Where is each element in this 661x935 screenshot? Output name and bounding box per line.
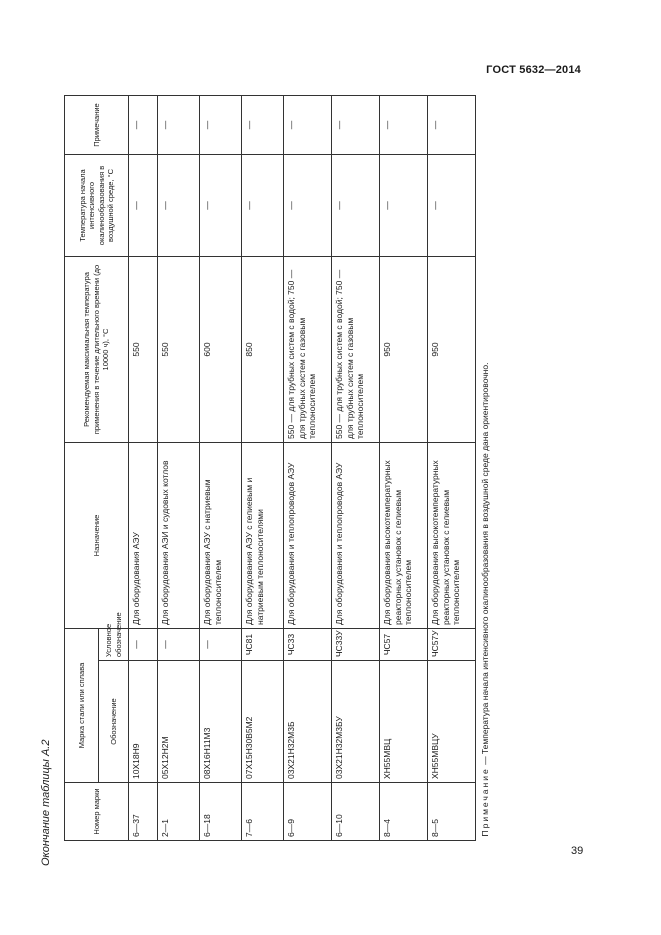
- cell-temperature: 550 — для трубных систем с водой; 750 — для трубных систем с газовым теплоносителем: [284, 256, 332, 442]
- cell-purpose: Для оборудования и теплопроводов АЭУ: [332, 442, 380, 628]
- cell-number: 6—18: [200, 783, 242, 841]
- table-row: [380, 95, 428, 840]
- cell-note: —: [158, 95, 200, 154]
- table-footnote-row: [476, 95, 496, 840]
- cell-conditional: ЧС33У: [332, 628, 380, 660]
- cell-number: 2—1: [158, 783, 200, 841]
- cell-note: —: [242, 95, 284, 154]
- cell-note: —: [332, 95, 380, 154]
- cell-note: —: [129, 95, 158, 154]
- table-row: [332, 95, 380, 840]
- cell-temperature: 600: [200, 256, 242, 442]
- cell-purpose: Для оборудования и теплопроводов АЭУ: [284, 442, 332, 628]
- header-grade: Марка стали или сплава: [65, 628, 99, 782]
- cell-designation: ХН55МВЦ: [380, 661, 428, 783]
- cell-oxidation: —: [332, 154, 380, 256]
- cell-number: 6—37: [129, 783, 158, 841]
- cell-note: —: [200, 95, 242, 154]
- header-purpose: Назначение: [65, 442, 129, 628]
- cell-oxidation: —: [428, 154, 476, 256]
- cell-conditional: —: [200, 628, 242, 660]
- table-row: [284, 95, 332, 840]
- cell-designation: 08Х16Н11М3: [200, 661, 242, 783]
- cell-purpose: Для оборудования высокотемпературных реакторных установок с гелиевым теплоносителем: [380, 442, 428, 628]
- cell-conditional: ЧС81: [242, 628, 284, 660]
- cell-designation: 07Х15Н30В5М2: [242, 661, 284, 783]
- cell-oxidation: —: [200, 154, 242, 256]
- cell-purpose: Для оборудования АЭУ: [129, 442, 158, 628]
- header-number: Номер марки: [65, 783, 129, 841]
- table-row: [129, 95, 158, 840]
- cell-temperature: 950: [380, 256, 428, 442]
- cell-conditional: —: [129, 628, 158, 660]
- cell-purpose: Для оборудования АЭИ и судовых котлов: [158, 442, 200, 628]
- cell-number: 8—5: [428, 783, 476, 841]
- cell-designation: 03Х21Н32М3БУ: [332, 661, 380, 783]
- cell-temperature: 950: [428, 256, 476, 442]
- cell-oxidation: —: [129, 154, 158, 256]
- cell-oxidation: —: [242, 154, 284, 256]
- cell-note: —: [428, 95, 476, 154]
- header-temperature: Рекомендуемая максимальная температура применения в течение длительного времени (до 10000 ч), °С: [65, 256, 129, 442]
- cell-oxidation: —: [380, 154, 428, 256]
- cell-designation: 10Х18Н9: [129, 661, 158, 783]
- steel-grades-table: [64, 95, 496, 841]
- cell-designation: ХН55МВЦУ: [428, 661, 476, 783]
- cell-purpose: Для оборудования АЭУ с гелиевым и натриевым теплоносителями: [242, 442, 284, 628]
- table-row: [158, 95, 200, 840]
- cell-temperature: 550: [158, 256, 200, 442]
- header-conditional: Условное обозначение: [99, 628, 129, 660]
- footnote-label: Примечание: [480, 767, 491, 837]
- cell-conditional: —: [158, 628, 200, 660]
- cell-oxidation: —: [158, 154, 200, 256]
- cell-temperature: 550: [129, 256, 158, 442]
- cell-conditional: ЧС33: [284, 628, 332, 660]
- table-row: [428, 95, 476, 840]
- cell-temperature: 850: [242, 256, 284, 442]
- cell-purpose: Для оборудования высокотемпературных реакторных установок с гелиевым теплоносителем: [428, 442, 476, 628]
- cell-conditional: ЧС57: [380, 628, 428, 660]
- document-header: ГОСТ 5632—2014: [486, 64, 581, 76]
- cell-number: 6—9: [284, 783, 332, 841]
- table-footnote: [476, 95, 496, 840]
- cell-note: —: [380, 95, 428, 154]
- page-number: 39: [571, 845, 584, 857]
- table-caption: Окончание таблицы А.2: [40, 739, 52, 866]
- footnote-text: — Температура начала интенсивного окалинообразования в воздушной среде дана ориентировочно.: [480, 362, 491, 768]
- cell-number: 7—6: [242, 783, 284, 841]
- cell-number: 8—4: [380, 783, 428, 841]
- cell-conditional: ЧС57У: [428, 628, 476, 660]
- cell-number: 6—10: [332, 783, 380, 841]
- rotated-table-container: [64, 96, 491, 841]
- header-designation: Обозначение: [99, 661, 129, 783]
- cell-temperature: 550 — для трубных систем с водой; 750 — для трубных систем с газовым теплоносителем: [332, 256, 380, 442]
- cell-designation: 05Х12Н2М: [158, 661, 200, 783]
- header-oxidation: Температура начала интенсивного окалинообразования в воздушной среде, °С: [65, 154, 129, 256]
- cell-designation: 03Х21Н32М3Б: [284, 661, 332, 783]
- header-note: Примечание: [65, 95, 129, 154]
- table-row: [200, 95, 242, 840]
- table-row: [242, 95, 284, 840]
- cell-purpose: Для оборудования АЭУ с натриевым теплоносителем: [200, 442, 242, 628]
- cell-note: —: [284, 95, 332, 154]
- cell-oxidation: —: [284, 154, 332, 256]
